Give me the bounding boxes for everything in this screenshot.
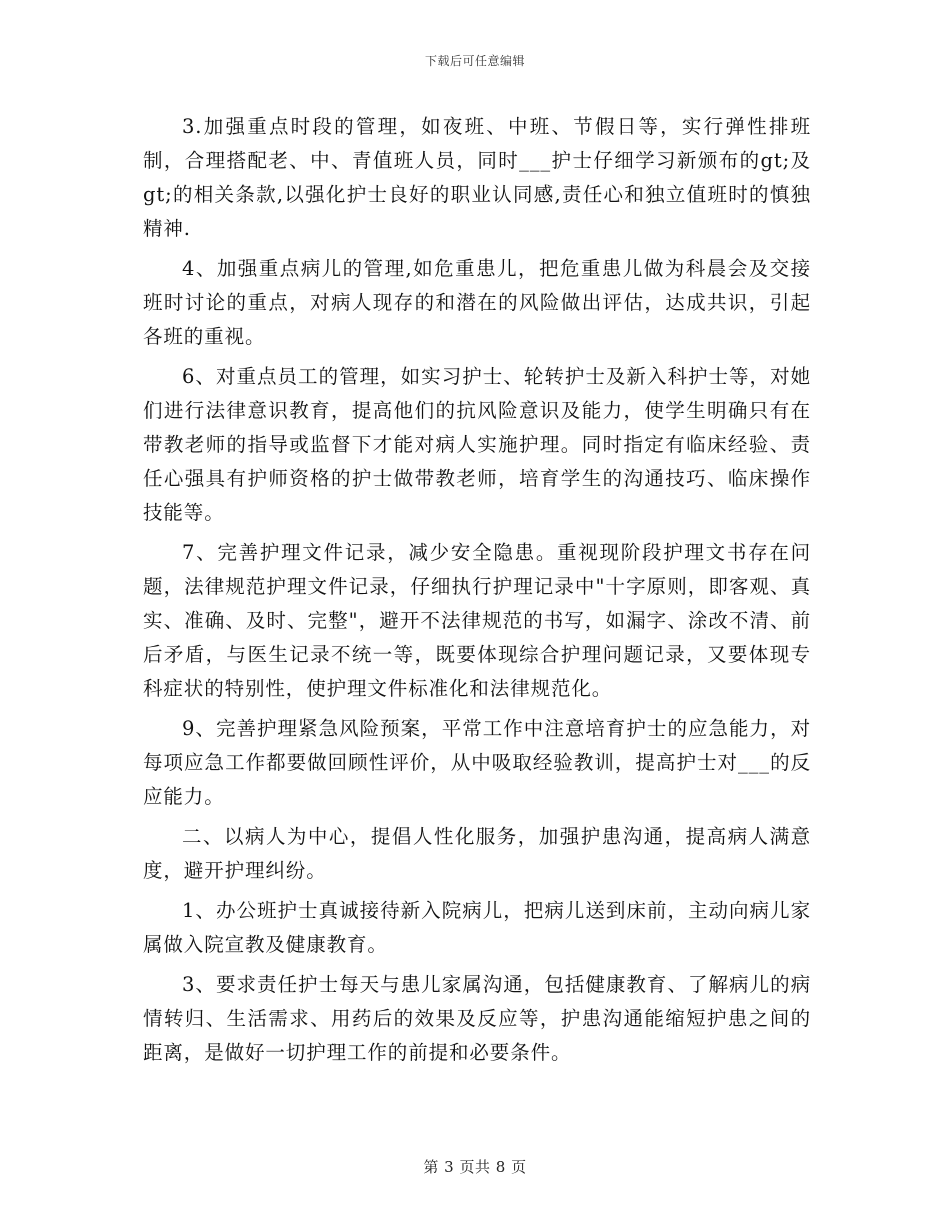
section-heading-2: 二、以病人为中心，提倡人性化服务，加强护患沟通，提高病人满意度，避开护理纠纷。	[143, 825, 811, 882]
paragraph-item-6: 6、对重点员工的管理，如实习护士、轮转护士及新入科护士等，对她们进行法律意识教育，提高他们的抗风险意识及能力，使学生明确只有在带教老师的指导或监督下才能对病人实施护理。同时指定有临床经验、责任心强具有护师资格的护士做带教老师，培育学生的沟通技巧、临床操作技能等。	[143, 365, 811, 524]
paragraph-item-9: 9、完善护理紧急风险预案，平常工作中注意培育护士的应急能力，对每项应急工作都要做回顾性评价，从中吸取经验教训，提高护士对___的反应能力。	[143, 717, 811, 808]
paragraph-item-4: 4、加强重点病儿的管理,如危重患儿，把危重患儿做为科晨会及交接班时讨论的重点，对病人现存的和潜在的风险做出评估，达成共识，引起各班的重视。	[143, 257, 811, 348]
paragraph-item-7: 7、完善护理文件记录，减少安全隐患。重视现阶段护理文书存在问题，法律规范护理文件记录，仔细执行护理记录中"十字原则，即客观、真实、准确、及时、完整"，避开不法律规范的书写，如漏字、涂改不清、前后矛盾，与医生记录不统一等，既要体现综合护理问题记录，又要体现专科症状的特别性，使护理文件标准化和法律规范化。	[143, 541, 811, 700]
page-header: 下载后可任意编辑	[424, 54, 525, 68]
paragraph-item-3: 3.加强重点时段的管理，如夜班、中班、节假日等，实行弹性排班制，合理搭配老、中、青值班人员，同时___护士仔细学习新颁布的gt;及gt;的相关条款,以强化护士良好的职业认同感,责任心和独立值班时的慎独精神.	[143, 115, 811, 240]
paragraph-item-3b: 3、要求责任护士每天与患儿家属沟通，包括健康教育、了解病儿的病情转归、生活需求、用药后的效果及反应等，护患沟通能缩短护患之间的距离，是做好一切护理工作的前提和必要条件。	[143, 973, 811, 1064]
page-footer: 第 3 页共 8 页	[423, 1158, 527, 1176]
paragraph-item-1: 1、办公班护士真诚接待新入院病儿，把病儿送到床前，主动向病儿家属做入院宣教及健康教育。	[143, 899, 811, 956]
document-body	[143, 110, 811, 1076]
